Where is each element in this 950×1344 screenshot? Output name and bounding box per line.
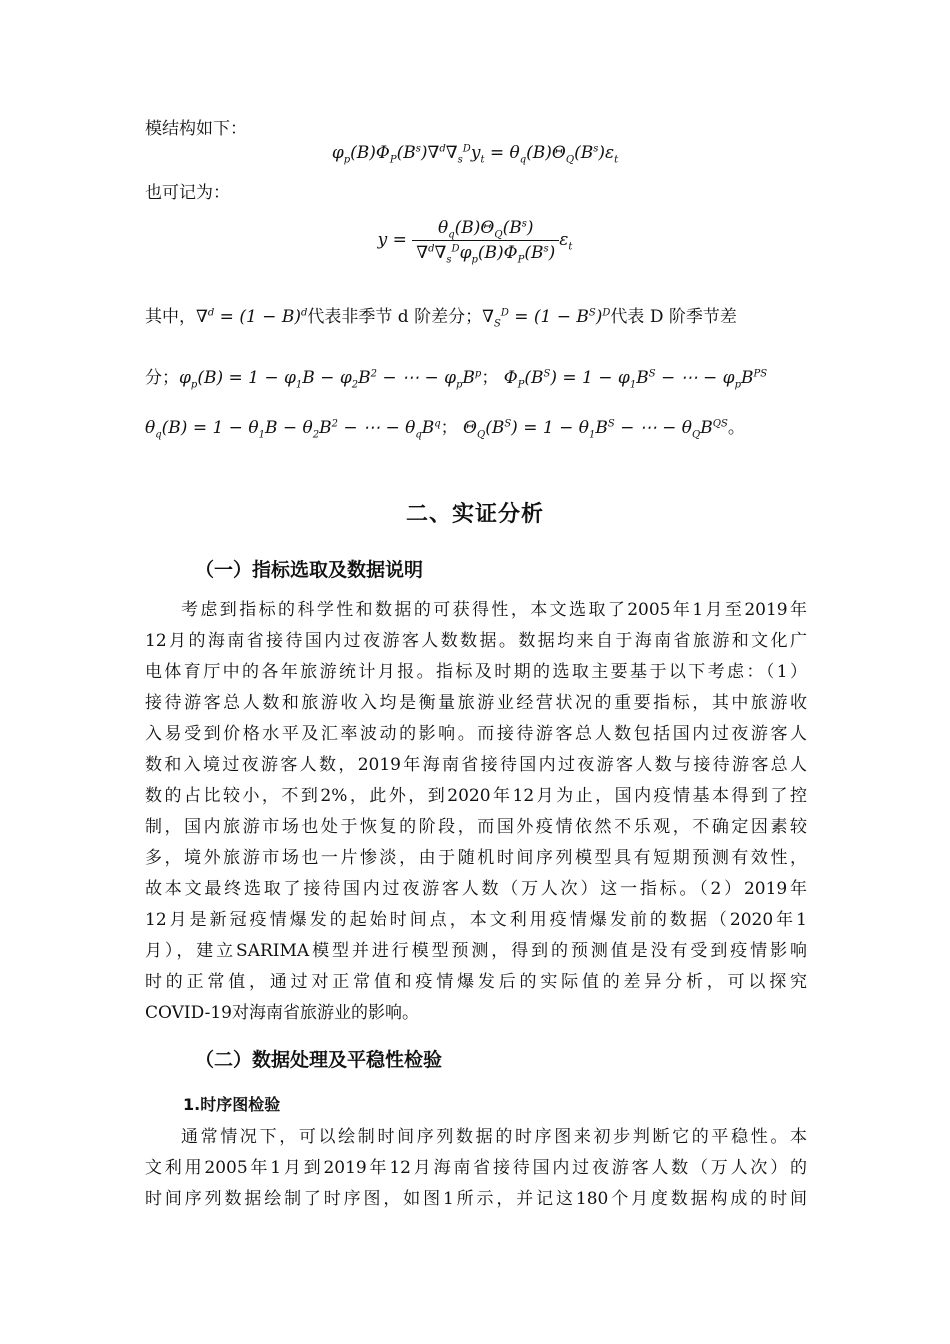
- para1-line-7: 数的占比较小，不到2%，此外，到2020年12月为止，国内疫情基本得到了控: [145, 786, 807, 806]
- para1-line-5: 入易受到价格水平及汇率波动的影响。而接待游客总人数包括国内过夜游客人: [145, 724, 807, 744]
- intro-line-2: 也可记为：: [145, 183, 230, 203]
- nonseasonal-desc: 代表非季节 d 阶差分；: [307, 307, 483, 327]
- para1-line-1: 考虑到指标的科学性和数据的可获得性，本文选取了2005年1月至2019年: [181, 600, 807, 620]
- para1-line-14: COVID-19对海南省旅游业的影响。: [145, 1003, 419, 1023]
- para1-line-10: 故本文最终选取了接待国内过夜游客人数（万人次）这一指标。（2）2019年: [145, 879, 807, 899]
- para1-line-8: 制，国内旅游市场也处于恢复的阶段，而国外疫情依然不乐观，不确定因素较: [145, 817, 807, 837]
- semicolon-2: ；: [440, 418, 458, 438]
- subsubsection-title: 1.时序图检验: [183, 1095, 281, 1114]
- phi-line: 分；$\varphi_p(B) = 1 - \varphi_1B - \varphi_2B^2$ − ⋯ − $\varphi_pB^p$； $\Phi_P(B^S) = 1 - \varphi_1B^S$ − ⋯ − $\varphi_pB^{PS}$: [145, 368, 768, 391]
- intro-line-1: 模结构如下：: [145, 119, 247, 139]
- para1-line-2: 12月的海南省接待国内过夜游客人数数据。数据均来自于海南省旅游和文化广: [145, 631, 807, 651]
- where-prefix: 其中，: [145, 307, 196, 327]
- para1-line-12: 月），建立SARIMA模型并进行模型预测，得到的预测值是没有受到疫情影响: [145, 941, 807, 961]
- para2-line-1: 通常情况下，可以绘制时间序列数据的时序图来初步判断它的平稳性。本: [181, 1127, 807, 1147]
- para2-line-3: 时间序列数据绘制了时序图，如图1所示，并记这180个月度数据构成的时间: [145, 1189, 807, 1209]
- para1-line-13: 时的正常值，通过对正常值和疫情爆发后的实际值的差异分析，可以探究: [145, 972, 807, 992]
- semicolon-1: ；: [481, 368, 499, 388]
- seasonal-desc: 代表 D 阶季节差: [610, 307, 737, 327]
- formula-fraction: y = $\frac{\theta_q(B)\Theta_Q(B^s)}{\nabla^d\nabla_s^D\varphi_p(B)\Phi_P(B^s)}$ $\varepsilon_t$: [377, 218, 573, 266]
- subsection-1-title: （一）指标选取及数据说明: [195, 559, 424, 581]
- fen-label: 分；: [145, 368, 179, 388]
- para1-line-11: 12月是新冠疫情爆发的起始时间点，本文利用疫情爆发前的数据（2020年1: [145, 910, 807, 930]
- para1-line-3: 电体育厅中的各年旅游统计月报。指标及时期的选取主要基于以下考虑：（1）: [145, 662, 807, 682]
- period: 。: [727, 418, 745, 438]
- para2-line-2: 文利用2005年1月到2019年12月海南省接待国内过夜游客人数（万人次）的: [145, 1158, 807, 1178]
- para1-line-6: 数和入境过夜游客人数，2019年海南省接待国内过夜游客人数与接待游客总人: [145, 755, 807, 775]
- section-title: 二、实证分析: [405, 502, 544, 527]
- para1-line-9: 多，境外旅游市场也一片惨淡，由于随机时间序列模型具有短期预测有效性，: [145, 848, 807, 868]
- theta-line: $\theta_q(B) = 1 - \theta_1B - \theta_2B^2$ − ⋯ − $\theta_qB^q$； $\Theta_Q(B^S) = 1 - \theta_1B^S$ − ⋯ − $\theta_QB^{QS}$。: [145, 418, 745, 441]
- subsection-2-title: （二）数据处理及平稳性检验: [195, 1049, 443, 1071]
- formula-sarima: $\varphi_p(B)\Phi_P(B^s)\nabla^d\nabla_s^Dy_t = \theta_q(B)\Theta_Q(B^s)\varepsilon_t$: [331, 143, 619, 166]
- para1-line-4: 接待游客总人数和旅游收入均是衡量旅游业经营状况的重要指标，其中旅游收: [145, 693, 807, 713]
- where-line: 其中，$\nabla^d = (1 - B)^d$代表非季节 d 阶差分；$\nabla_S^D = (1 - B^S)^D$代表 D 阶季节差: [145, 307, 737, 330]
